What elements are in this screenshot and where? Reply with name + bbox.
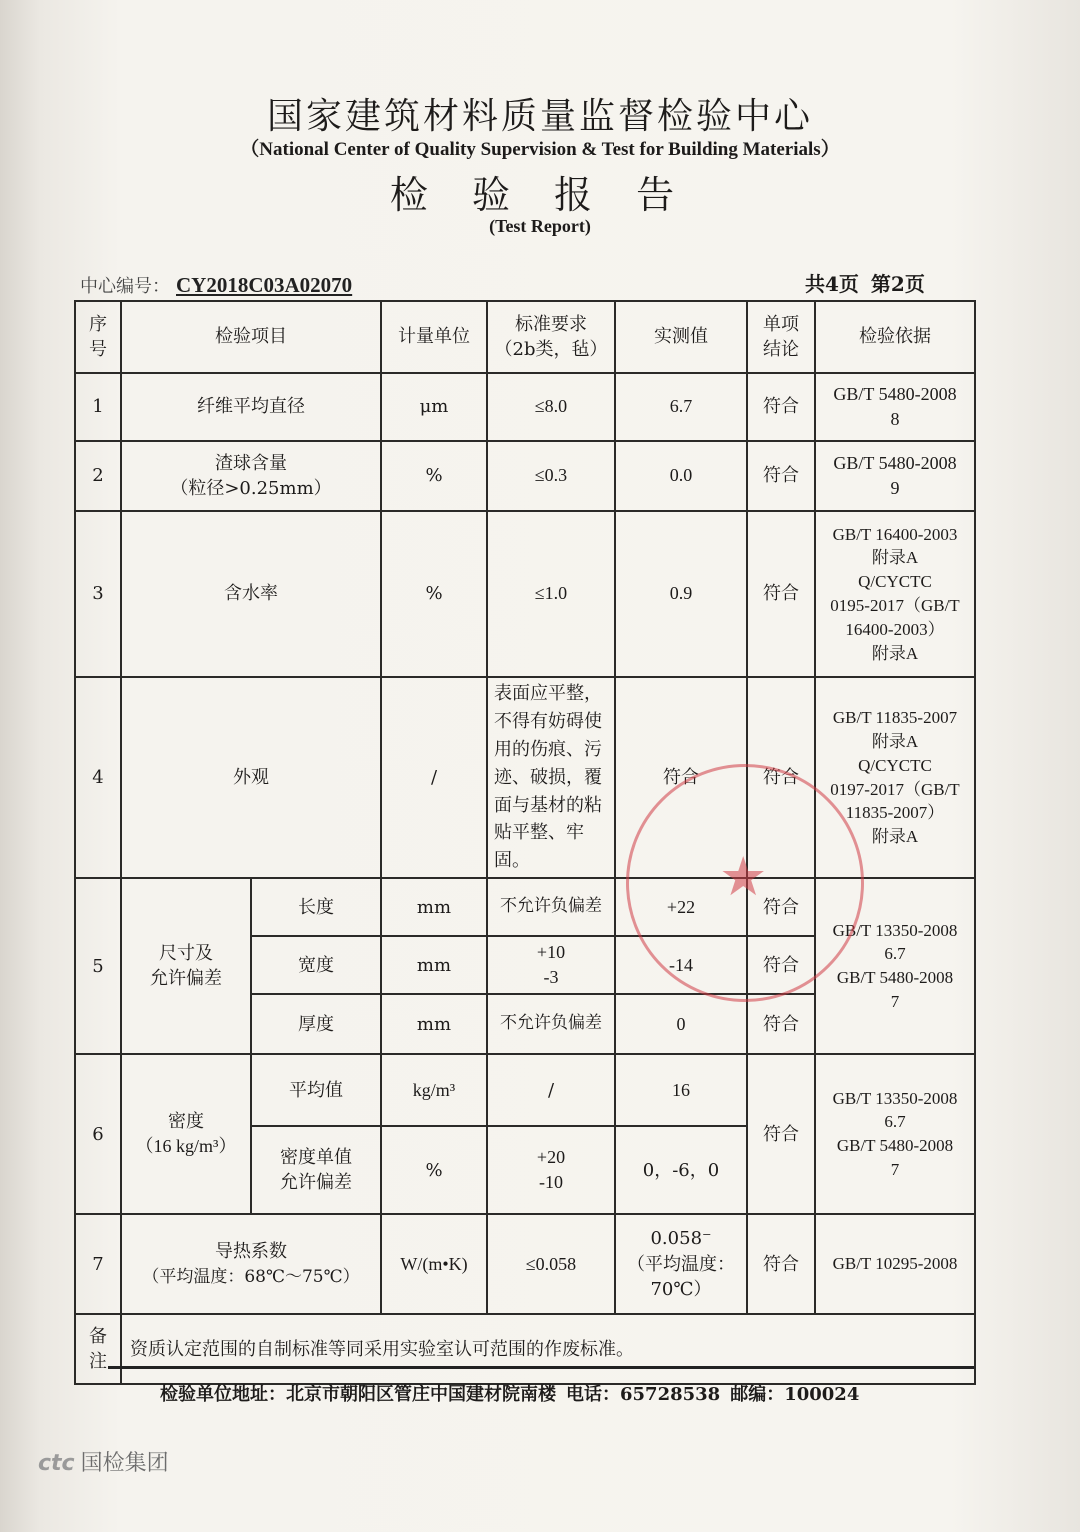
row-unit: kg/m³ [381,1054,487,1126]
center-code [80,272,352,298]
col-seq-b: 号 [89,339,107,360]
center-code-value: CY2018C03A02070 [176,273,353,297]
std-minus: -10 [539,1172,563,1193]
basis-line: GB/T 5480-2008 [836,1136,954,1156]
footer-divider [108,1366,974,1369]
logo-name: 国检集团 [80,1451,169,1476]
row-result: 符合 [747,936,815,994]
row-item-b: （平均温度：68℃～75℃） [142,1266,360,1287]
table-row [75,373,975,441]
col-unit: 计量单位 [381,301,487,373]
basis-line: GB/T 13350-2008 [832,920,958,940]
footer-postcode: 邮编：100024 [730,1384,860,1405]
col-result-a: 单项 [763,313,799,335]
row-basis [815,677,975,878]
org-title-en: （National Center of Quality Supervision & Test for Building Materials） [240,139,840,160]
basis-line: 附录A [871,643,919,663]
col-seq [75,301,121,373]
note-text: 资质认定范围的自制标准等同采用实验室认可范围的作废标准。 [121,1314,975,1384]
row-measured [615,1214,747,1314]
table-row [75,1054,975,1126]
row-measured: +22 [615,878,747,936]
measured-a: 0.058⁻ [650,1228,712,1250]
basis-line: 0195-2017（GB/T [830,596,960,615]
row-group-b: （16 kg/m³） [135,1136,237,1157]
row-seq: 6 [75,1054,121,1214]
row-standard: 表面应平整，不得有妨碍使用的伤痕、污迹、破损，覆面与基材的粘贴平整、牢固。 [487,677,615,878]
basis-line: 0197-2017（GB/T [830,779,960,799]
row-standard: 不允许负偏差 [487,878,615,936]
basis-line: 7 [890,1160,900,1180]
measured-c: 70℃） [650,1278,712,1300]
row-measured: 0.0 [615,441,747,511]
sub-item: 宽度 [251,936,381,994]
row-seq: 5 [75,878,121,1054]
header-row [75,301,975,373]
note-label-a: 备 [89,1326,107,1348]
note-label [75,1314,121,1384]
row-result: 符合 [747,511,815,677]
col-basis: 检验依据 [815,301,975,373]
basis-line: 16400-2003） [845,619,945,639]
row-result: 符合 [747,677,815,878]
row-basis-a: GB/T 5480-2008 [833,452,957,473]
center-code-label: 中心编号： [80,276,170,297]
col-item: 检验项目 [121,301,381,373]
page-indicator [805,268,937,297]
table-row [75,677,975,878]
row-group-a: 密度 [168,1111,204,1133]
row-seq: 7 [75,1214,121,1314]
col-seq-a: 序 [89,313,107,335]
note-label-b: 注 [89,1351,107,1373]
row-result: 符合 [747,1214,815,1314]
std-minus: -3 [543,967,559,988]
measured-b: （平均温度： [627,1253,735,1275]
row-seq: 2 [75,441,121,511]
report-title-cn: 检 验 报 告 [389,173,691,217]
row-basis-b: 9 [890,478,900,498]
row-unit: mm [381,936,487,994]
basis-line: 附录A [871,827,919,847]
basis-line: 附录A [871,732,919,752]
org-title-cn: 国家建筑材料质量监督检验中心 [266,96,813,137]
test-report-table [74,300,976,1385]
row-item: 含水率 [121,511,381,677]
row-item-a: 导热系数 [215,1240,287,1262]
row-measured: 16 [615,1054,747,1126]
row-standard: ≤1.0 [487,511,615,677]
row-standard: ≤0.058 [487,1214,615,1314]
col-measured: 实测值 [615,301,747,373]
row-group [121,878,251,1054]
basis-line: 11835-2007） [845,803,945,823]
row-item-a: 渣球含量 [215,452,287,474]
col-standard-b: （2b类，毡） [494,339,608,360]
report-title-en: (Test Report) [489,216,591,236]
row-item-b: （粒径>0.25mm） [170,478,332,499]
col-standard [487,301,615,373]
row-measured: 0 [615,994,747,1054]
row-group-a: 尺寸及 [159,943,213,965]
basis-line: Q/CYCTC [858,755,932,775]
row-basis: GB/T 10295-2008 [815,1214,975,1314]
basis-line: GB/T 16400-2003 [832,524,958,544]
row-standard: / [487,1054,615,1126]
col-result [747,301,815,373]
row-measured: 0.9 [615,511,747,677]
basis-line: GB/T 13350-2008 [832,1088,958,1108]
row-group-b: 允许偏差 [150,968,222,990]
col-standard-a: 标准要求 [515,313,587,335]
basis-line: Q/CYCTC [858,572,932,592]
row-basis [815,441,975,511]
sub-item-b: 允许偏差 [280,1172,352,1194]
row-result: 符合 [747,878,815,936]
row-unit: μm [381,373,487,441]
row-unit: % [381,441,487,511]
sub-item: 长度 [251,878,381,936]
row-standard [487,936,615,994]
row-basis-a: GB/T 5480-2008 [833,383,957,404]
row-basis [815,511,975,677]
sub-item [251,1126,381,1214]
row-seq: 4 [75,677,121,878]
basis-line: GB/T 11835-2007 [832,708,958,728]
row-basis [815,373,975,441]
row-group [121,1054,251,1214]
footer-contact [160,1380,869,1406]
note-row [75,1314,975,1384]
row-item [121,1214,381,1314]
row-seq: 1 [75,373,121,441]
row-result: 符合 [747,441,815,511]
basis-line: 6.7 [884,1112,906,1132]
row-unit: % [381,511,487,677]
row-unit: mm [381,878,487,936]
row-standard: ≤8.0 [487,373,615,441]
row-basis [815,878,975,1054]
footer-address: 检验单位地址：北京市朝阳区管庄中国建材院南楼 [160,1384,556,1405]
row-standard [487,1126,615,1214]
row-measured: 0，-6，0 [615,1126,747,1214]
row-result: 符合 [747,1054,815,1214]
row-seq: 3 [75,511,121,677]
basis-line: 附录A [871,548,919,568]
company-logo [38,1446,169,1477]
row-basis-b: 8 [890,409,900,429]
basis-line: 6.7 [884,944,906,964]
row-result: 符合 [747,994,815,1054]
row-measured: -14 [615,936,747,994]
table-row [75,511,975,677]
row-standard: 不允许负偏差 [487,994,615,1054]
seal-star-icon: ★ [719,845,768,908]
table-row [75,1214,975,1314]
footer-phone: 电话：65728538 [566,1384,721,1405]
logo-mark: ctc [38,1451,75,1476]
table-row [75,878,975,936]
total-pages: 共4页 [805,272,859,296]
row-item: 外观 [121,677,381,878]
sub-item-a: 密度单值 [280,1147,352,1169]
row-measured: 6.7 [615,373,747,441]
row-unit: % [381,1126,487,1214]
std-plus: +20 [536,1147,566,1168]
row-basis [815,1054,975,1214]
basis-line: GB/T 5480-2008 [836,968,954,988]
row-item [121,441,381,511]
row-unit: W/(m•K) [381,1214,487,1314]
sub-item: 厚度 [251,994,381,1054]
row-unit: mm [381,994,487,1054]
col-result-b: 结论 [763,339,799,360]
row-unit: / [381,677,487,878]
row-measured: 符合 [615,677,747,878]
table-row [75,441,975,511]
row-item: 纤维平均直径 [121,373,381,441]
row-standard: ≤0.3 [487,441,615,511]
basis-line: 7 [890,992,900,1012]
current-page: 第2页 [870,272,925,296]
row-result: 符合 [747,373,815,441]
sub-item: 平均值 [251,1054,381,1126]
std-plus: +10 [536,942,566,963]
